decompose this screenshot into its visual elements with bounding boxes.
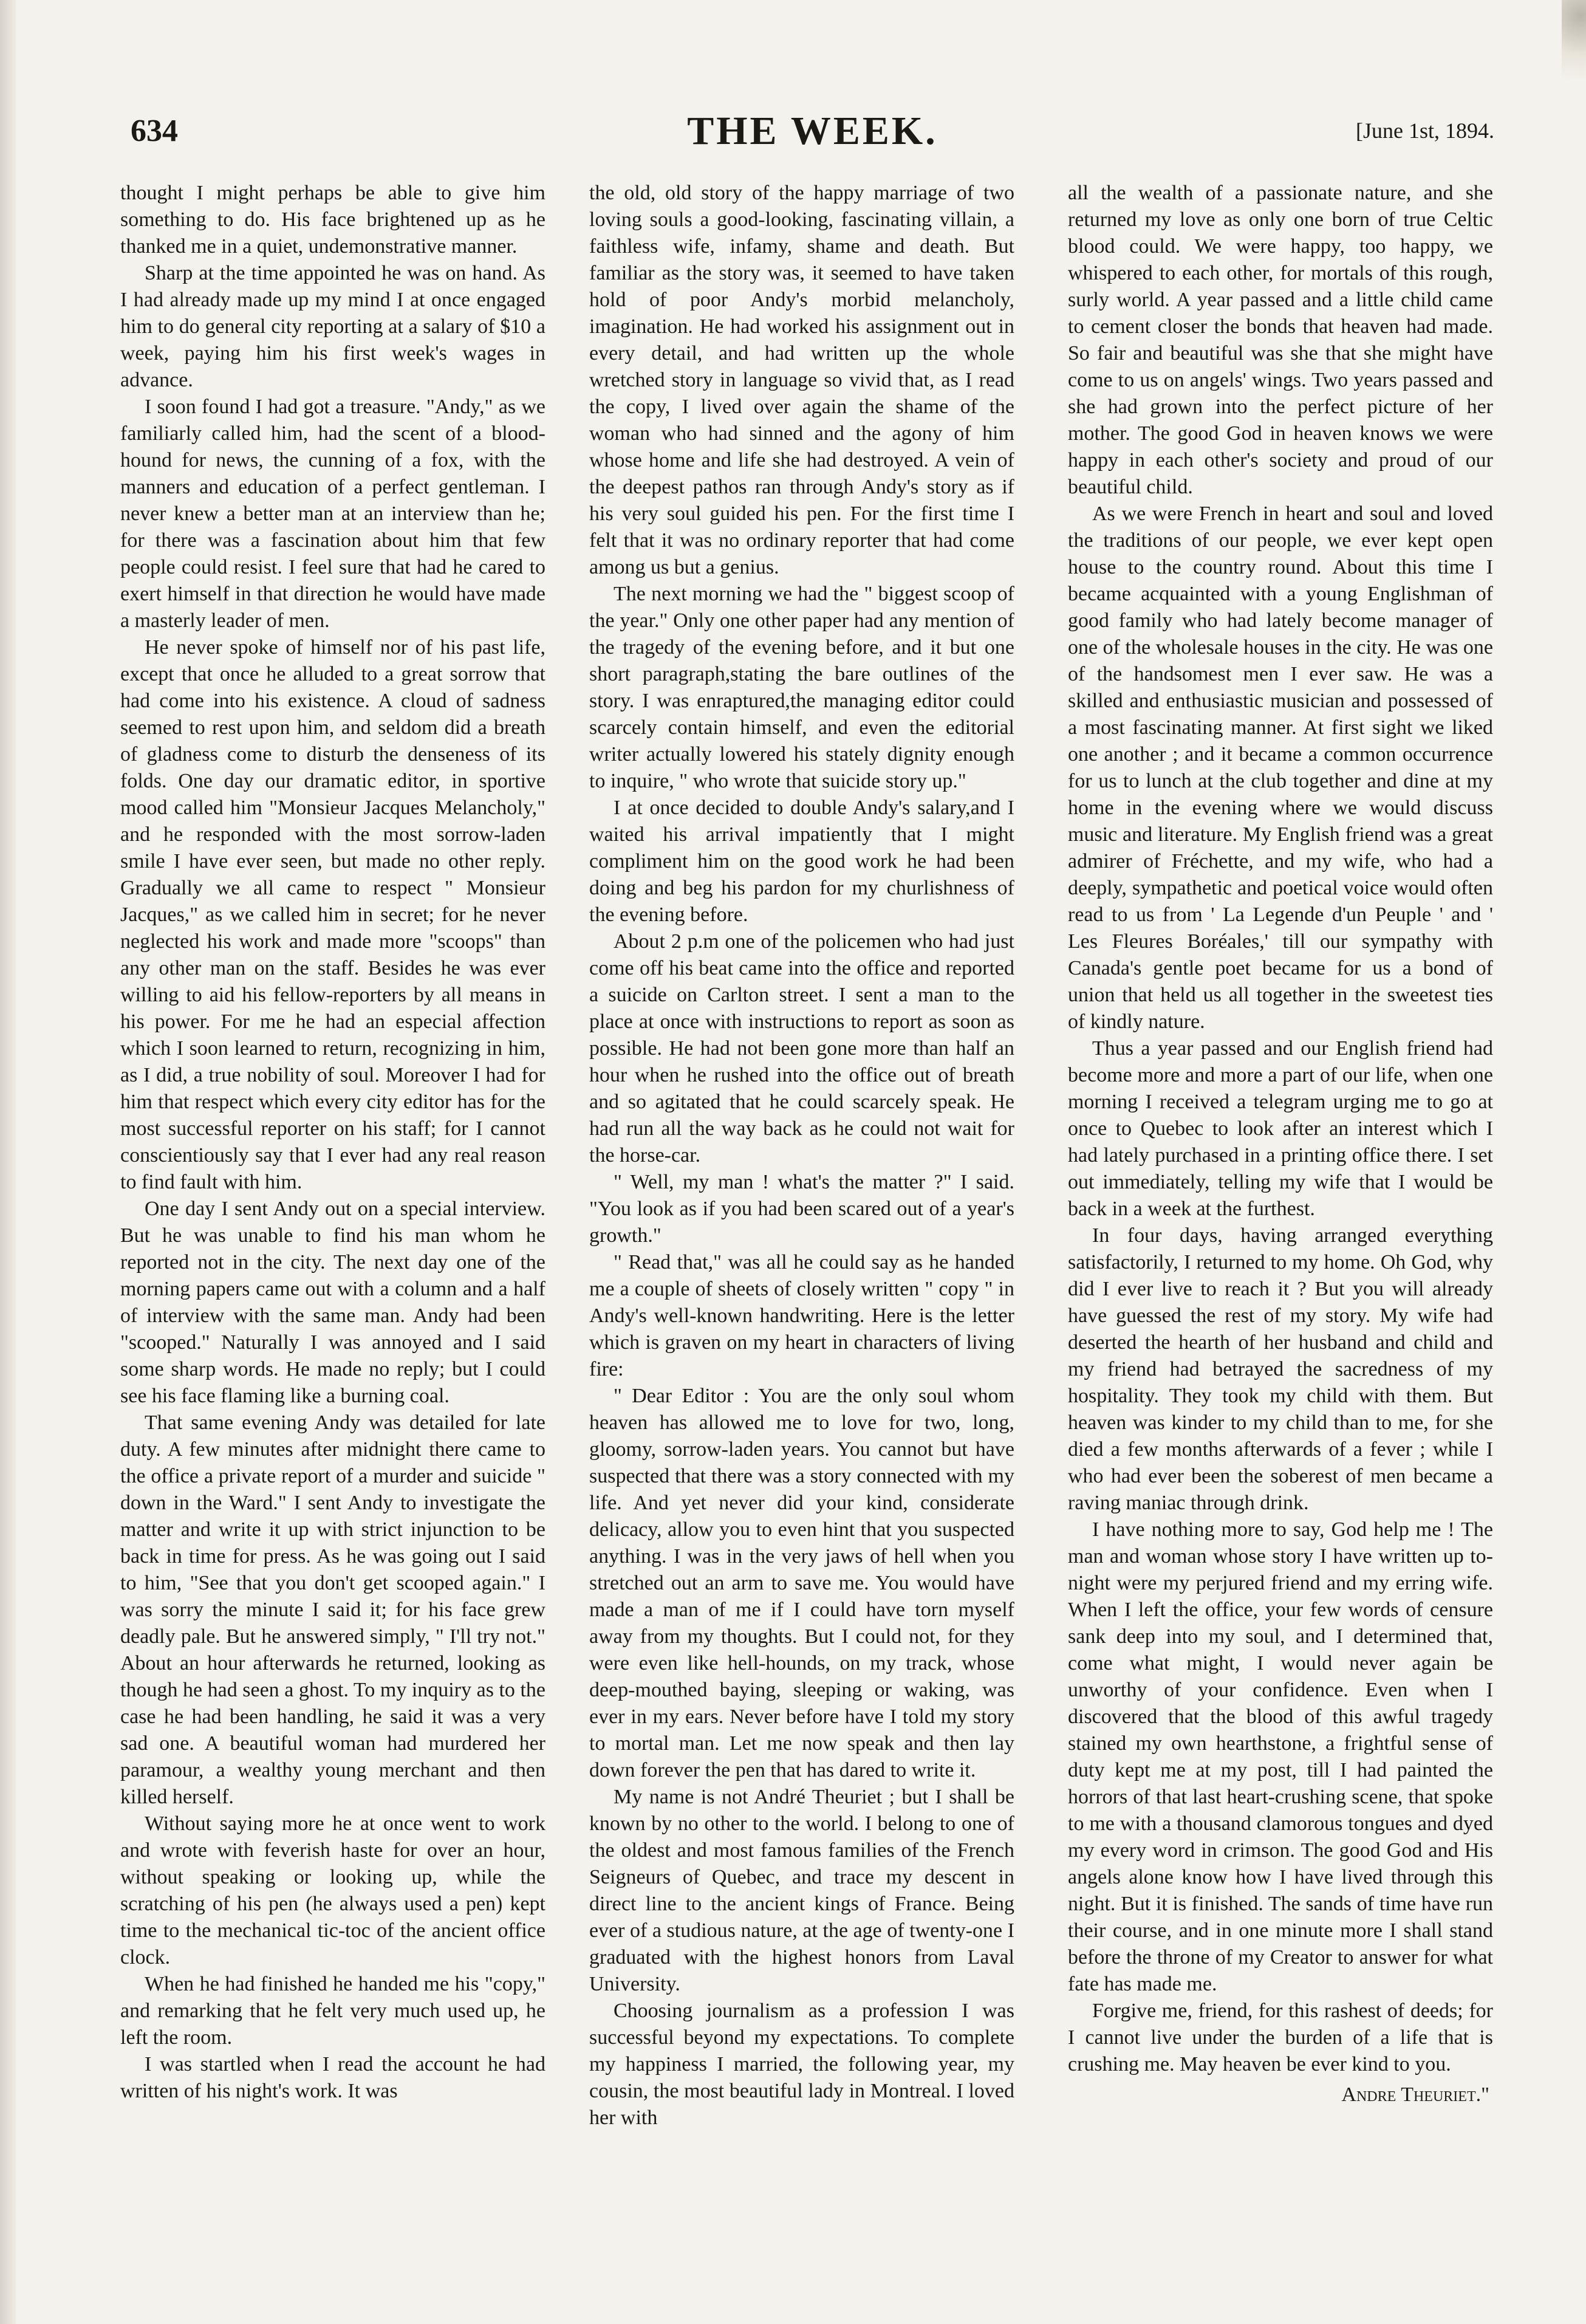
text-column-2 (589, 180, 1014, 2276)
issue-date: [June 1st, 1894. (1356, 118, 1494, 143)
letter-paragraph: In four days, having arranged everything satisfactorily, I returned to my home. Oh God, why did I ever live to reach it ? But you will already have guessed the rest of my story. My wife had deserted the hearth of her husband and child and my friend had betrayed the sacredness of my hospitality. They took my child with them. But heaven was kinder to my child than to me, for she died a few months afterwards of a fever ; while I who had ever been the soberest of men became a raving maniac through drink. (1068, 1224, 1493, 1514)
text-column-3 (1068, 180, 1493, 2276)
letter-paragraph: I have nothing more to say, God help me ! The man and woman whose story I have written up to-night were my perjured friend and my erring wife. When I left the office, your few words of censure sank deep into my soul, and I determined that, come what might, I would never again be unworthy of your confidence. Even when I discovered that the blood of this awful tragedy stained my own hearthstone, a frightful sense of duty kept me at my post, till I had painted the horrors of that last heart-crushing scene, that spoke to me with a thousand clamorous tongues and dyed my every word in crimson. The good God and His angels alone know how I have lived through this night. But it is finished. The sands of time have run their course, and in one minute more I shall stand before the throne of my Creator to answer for what fate has made me. (1068, 1518, 1493, 1995)
letter-paragraph: My name is not André Theuriet ; but I shall be known by no other to the world. I belong to one of the oldest and most famous families of the French Seigneurs of Quebec, and trace my descent in direct line to the ancient kings of France. Being ever of a studious nature, at the age of twenty-one I graduated with the highest honors from Laval University. (589, 1786, 1014, 1995)
paragraph: When he had finished he handed me his "copy," and remarking that he felt very much used up, he left the room. (120, 1973, 545, 2049)
paragraph: Sharp at the time appointed he was on hand. As I had already made up my mind I at once engaged him to do general city reporting at a salary of $10 a week, paying him his first week's wages in advance. (120, 262, 545, 391)
letter-paragraph: Choosing journalism as a profession I was successful beyond my expectations. To complete my happiness I married, the following year, my cousin, the most beautiful lady in Montreal. I loved her with (589, 2000, 1014, 2129)
letter-paragraph: all the wealth of a passionate nature, and she returned my love as only one born of true Celtic blood could. We were happy, too happy, we whispered to each other, for mortals of this rough, surly world. A year passed and a little child came to cement closer the bonds that heaven had made. So fair and beautiful was she that she might have come to us on angels' wings. Two years passed and she had grown into the perfect picture of her mother. The good God in heaven knows we were happy in each other's society and proud of our beautiful child. (1068, 182, 1493, 498)
letter-paragraph: Thus a year passed and our English friend had become more and more a part of our life, when one morning I received a telegram urging me to go at once to Quebec to look after an interest which I had lately purchased in a printing office there. I set out immediately, telling my wife that I would be back in a week at the furthest. (1068, 1037, 1493, 1220)
journal-title: THE WEEK. (687, 109, 938, 153)
page-corner-smudge (1562, 0, 1586, 79)
paragraph: That same evening Andy was detailed for late duty. A few minutes after midnight there came to the office a private report of a murder and suicide " down in the Ward." I sent Andy to investigate the matter and write it up with strict injunction to be back in time for press. As he was going out I said to him, "See that you don't get scooped again." I was sorry the minute I said it; for his face grew deadly pale. But he answered simply, " I'll try not." About an hour afterwards he returned, looking as though he had seen a ghost. To my inquiry as to the case he had been handling, he said it was a very sad one. A beautiful woman had murdered her paramour, a wealthy young merchant and then killed herself. (120, 1411, 545, 1808)
paragraph: He never spoke of himself nor of his past life, except that once he alluded to a great sorrow that had come into his existence. A cloud of sadness seemed to rest upon him, and seldom did a breath of gladness come to disturb the denseness of its folds. One day our dramatic editor, in sportive mood called him "Monsieur Jacques Melancholy," and he responded with the most sorrow-laden smile I have ever seen, but made no other reply. Gradually we all came to respect " Monsieur Jacques," as we called him in secret; for he never neglected his work and made more "scoops" than any other man on the staff. Besides he was ever willing to aid his fellow-reporters by all means in his power. For me he had an especial affection which I soon learned to return, recognizing in him, as I did, a true nobility of soul. Moreover I had for him that respect which every city editor has for the most successful reporter on his staff; for I cannot conscientiously say that I ever had any real reason to find fault with him. (120, 636, 545, 1193)
paragraph: The next morning we had the " biggest scoop of the year." Only one other paper had any mention of the tragedy of the evening before, and it but one short paragraph,stating the bare outlines of the story. I was enraptured,the managing editor could scarcely contain himself, and even the editorial writer actually lowered his stately dignity enough to inquire, " who wrote that suicide story up." (589, 583, 1014, 792)
running-head (131, 108, 1494, 163)
paragraph: Without saying more he at once went to work and wrote with feverish haste for over an hour, without speaking or looking up, while the scratching of his pen (he always used a pen) kept time to the mechanical tic-toc of the ancient office clock. (120, 1812, 545, 1969)
text-column-1 (120, 180, 545, 2276)
paragraph: I at once decided to double Andy's salary,and I waited his arrival impatiently that I might compliment him on the good work he had been doing and beg his pardon for my churlishness of the evening before. (589, 797, 1014, 926)
paragraph: I soon found I had got a treasure. "Andy," as we familiarly called him, had the scent of a blood-hound for news, the cunning of a fox, with the manners and education of a perfect gentleman. I never knew a better man at an interview than he; for there was a fascination about him that few people could resist. I feel sure that had he cared to exert himself in that direction he would have made a masterly leader of men. (120, 396, 545, 632)
paragraph: One day I sent Andy out on a special interview. But he was unable to find his man whom he reported not in the city. The next day one of the morning papers came out with a column and a half of interview with the same man. Andy had been "scooped." Naturally I was annoyed and I said some sharp words. He made no reply; but I could see his face flaming like a burning coal. (120, 1198, 545, 1407)
letter-paragraph: Forgive me, friend, for this rashest of deeds; for I cannot live under the burden of a life that is crushing me. May heaven be ever kind to you. (1068, 2000, 1493, 2075)
letter-signature: Andre Theuriet." (1341, 2083, 1489, 2106)
paragraph: " Read that," was all he could say as he handed me a couple of sheets of closely written " copy " in Andy's well-known handwriting. Here is the letter which is graven on my heart in characters of living fire: (589, 1251, 1014, 1380)
letter-paragraph: As we were French in heart and soul and loved the traditions of our people, we ever kept open house to the country round. About this time I became acquainted with a young Englishman of good family who had lately become manager of one of the wholesale houses in the city. He was one of the handsomest men I ever saw. He was a skilled and enthusiastic musician and possessed of a most fascinating manner. At first sight we liked one another ; and it became a common occurrence for us to lunch at the club together and dine at my home in the evening where we would discuss music and literature. My English friend was a great admirer of Fréchette, and my wife, who had a deeply, sympathetic and poetical voice would often read to us from ' La Legende d'un Peuple ' and ' Les Fleures Boréales,' till our sympathy with Canada's gentle poet became for us a bond of union that held us all together in the sweetest ties of kindly nature. (1068, 502, 1493, 1033)
paragraph: " Well, my man ! what's the matter ?" I said. "You look as if you had been scared out of a year's growth." (589, 1171, 1014, 1247)
paragraph: I was startled when I read the account he had written of his night's work. It was (120, 2053, 545, 2102)
letter-paragraph: " Dear Editor : You are the only soul whom heaven has allowed me to love for two, long, gloomy, sorrow-laden years. You cannot but have suspected that there was a story connected with my life. And yet never did your kind, considerate delicacy, allow you to even hint that you suspected anything. I was in the very jaws of hell when you stretched out an arm to save me. You would have made a man of me if I could have torn myself away from my thoughts. But I could not, for they were even like hell-hounds, on my track, whose deep-mouthed baying, sleeping or waking, was ever in my ears. Never before have I told my story to mortal man. Let me now speak and then lay down forever the pen that has dared to write it. (589, 1385, 1014, 1781)
paragraph: the old, old story of the happy marriage of two loving souls a good-looking, fascinating villain, a faithless wife, infamy, shame and death. But familiar as the story was, it seemed to have taken hold of poor Andy's morbid melancholy, imagination. He had worked his assignment out in every detail, and had written up the whole wretched story in language so vivid that, as I read the copy, I lived over again the shame of the woman who had sinned and the agony of him whose home and life she had destroyed. A vein of the deepest pathos ran through Andy's story as if his very soul guided his pen. For the first time I felt that it was no ordinary reporter that had come among us but a genius. (589, 182, 1014, 578)
paragraph: thought I might perhaps be able to give him something to do. His face brightened up as he thanked me in a quiet, undemonstrative manner. (120, 182, 545, 258)
page-number: 634 (131, 114, 178, 148)
paragraph: About 2 p.m one of the policemen who had just come off his beat came into the office and reported a suicide on Carlton street. I sent a man to the place at once with instructions to report as soon as possible. He had not been gone more than half an hour when he rushed into the office out of breath and so agitated that he could scarcely speak. He had run all the way back as he could not wait for the horse-car. (589, 930, 1014, 1167)
page-binding-edge (0, 0, 16, 2324)
